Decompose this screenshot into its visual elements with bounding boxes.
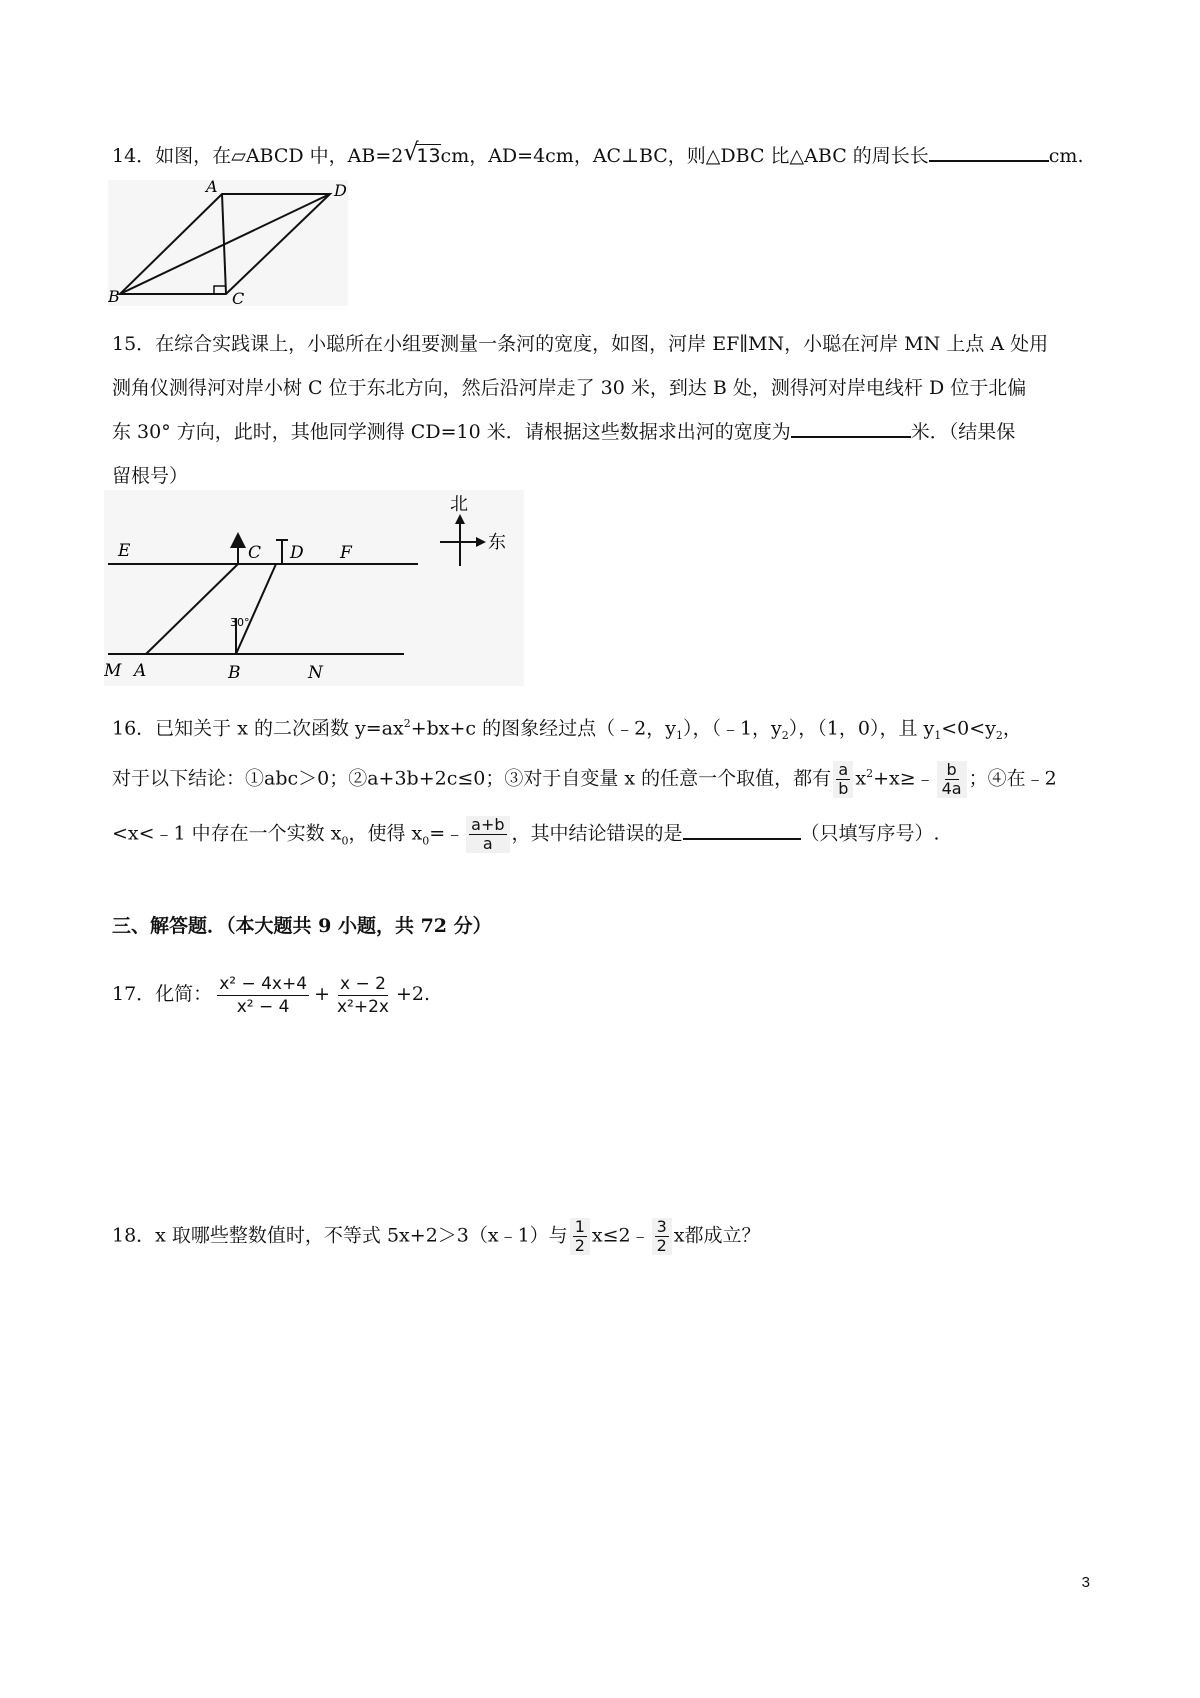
section-heading: 三、解答题．（本大题共 9 小题，共 72 分） [112,915,492,937]
parallelogram-figure [108,180,348,306]
label-D: D [290,543,304,563]
q17-text: 17．化简： $\frac{\text{x² − 4x+4}}{\text{x² − 4}}$ + $\frac{x - 2}{\text{x²+2x}}$ +2. [112,973,431,1017]
fraction-a-over-b: $\frac{a}{b}$ [833,761,853,798]
q18-text: 18．x 取哪些整数值时，不等式 5x+2＞3（x﹣1）与 $\frac{1}{2}$ x≤2﹣ $\frac{3}{2}$ x都成立？ [112,1217,761,1255]
angle-label: 30° [230,616,250,629]
q15-line-2: 测角仪测得河对岸小树 C 位于东北方向，然后沿河岸走了 30 米，到达 B 处，测得河对岸电线杆 D 位于北偏 [112,377,1027,399]
q16-line-3: <x<﹣1 中存在一个实数 $x_0$，使得 $x_0=﹣$ $\frac{a+b}{a}$ ，其中结论错误的是 （只填写序号）. [112,815,940,853]
fraction-1: $\frac{\text{x² − 4x+4}}{\text{x² − 4}}$ [219,973,308,1017]
north-label: 北 [450,494,468,515]
answer-blank [791,418,911,438]
q15-line-1: 15．在综合实践课上，小聪所在小组要测量一条河的宽度，如图，河岸 EF∥MN，小聪在河岸 MN 上点 A 处用 [112,333,1049,355]
fraction-one-half: $\frac{1}{2}$ [570,1218,590,1255]
q15-line-4: 留根号） [112,465,189,487]
east-label: 东 [488,532,506,553]
label-C: C [248,543,262,563]
fraction-a-plus-b-over-a: $\frac{a+b}{a}$ [466,816,509,853]
q14-text: 14．如图，在▱ABCD 中，AB=2 √ 13cm，AD=4cm，AC⊥BC，则△DBC 比△ABC 的周长长 cm. [112,142,1083,170]
label-D: D [334,181,347,200]
label-B: B [108,287,120,306]
label-E: E [118,541,131,561]
sqrt-13: √ 13 [403,138,441,167]
fraction-three-halves: $\frac{3}{2}$ [652,1218,672,1255]
q15-line-3: 东 30° 方向，此时，其他同学测得 CD=10 米．请根据这些数据求出河的宽度为 米．（结果保 [112,418,1015,446]
q16-line-2: 对于以下结论：①abc＞0；②a+3b+2c≤0；③对于自变量 x 的任意一个取值，都有 $\frac{a}{b}$ $x^2+x\ge﹣$ $\frac{b}{4a}$ ；④在﹣2 [112,759,1057,798]
label-A: A [134,661,147,681]
river-figure [104,490,524,686]
answer-blank [683,820,801,840]
label-M: M [104,661,122,681]
label-N: N [308,663,323,683]
label-C: C [232,289,245,306]
label-B: B [228,663,241,683]
fraction-2: $\frac{x - 2}{\text{x²+2x}}$ [336,973,389,1017]
page-number: 3 [1081,1574,1090,1591]
label-F: F [340,543,352,563]
label-A: A [206,180,218,196]
answer-blank [929,142,1049,162]
fraction-b-over-4a: $\frac{b}{4a}$ [937,761,967,798]
q16-line-1: 16．已知关于 x 的二次函数 $y=ax^2+bx+c$ 的图象经过点（﹣2，$y_1$），（﹣1，$y_2$），（1，0），且 $y_1<0<y_2$， [112,717,1022,743]
